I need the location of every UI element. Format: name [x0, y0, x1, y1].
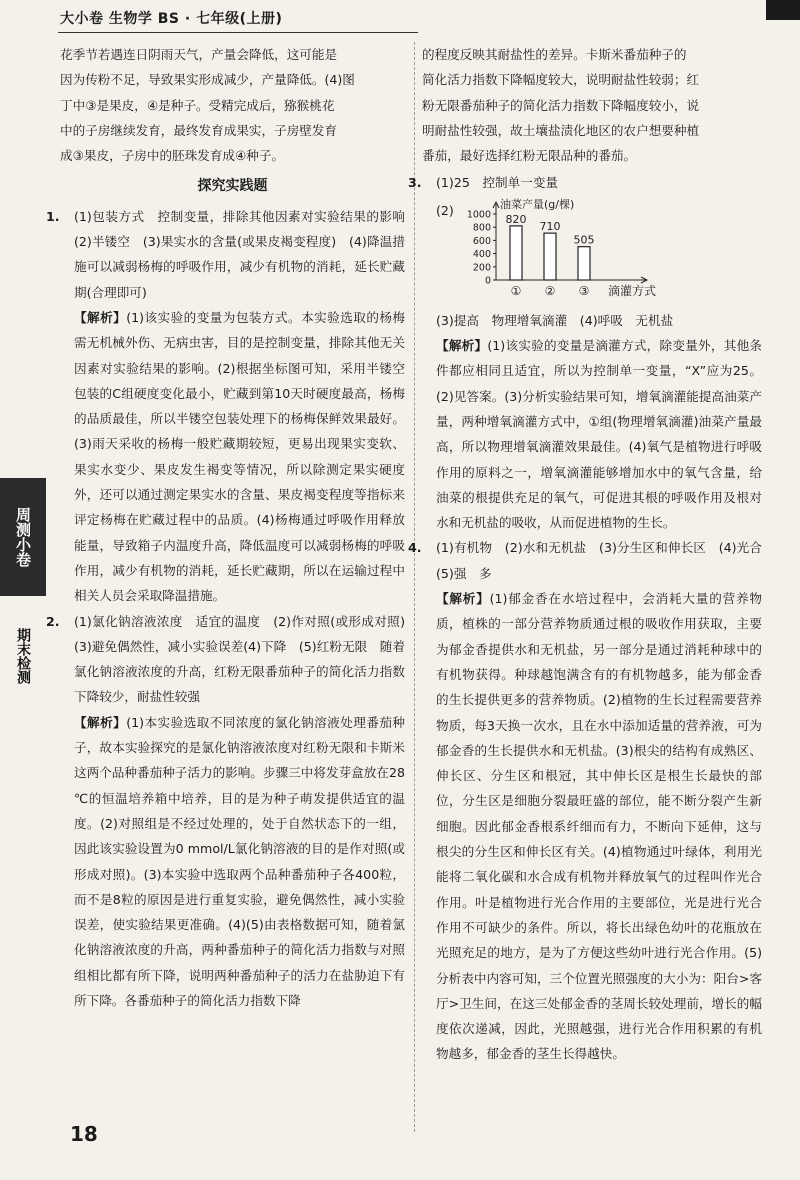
- q3-analysis-line: 给油菜的根提供充足的氧气，可促进其根的呼吸作用: [436, 464, 763, 505]
- q4-analysis-line: 养物质，植株的一部分营养物质通过根的吸收作用: [436, 591, 763, 632]
- header-title: 大小卷 生物学 BS · 七年级(上册): [60, 11, 283, 27]
- q3-analysis-line: 知，增氧滴灌能提高油菜产量，两种增氧滴灌方式: [436, 388, 763, 429]
- q4-analysis-line: 植物进行光合作用的主要部位，光是进行光合作用: [436, 894, 763, 935]
- right-intro-line: 简化活力指数下降幅度较大，说明耐盐性较弱；红: [422, 72, 700, 88]
- y-tick-label: 400: [472, 248, 491, 260]
- q2-analysis-line: 红粉无限和卡斯米这两个品种番茄种子活力的影: [74, 740, 406, 781]
- q1-analysis-line: 小，贮藏到第10天时硬度最高，杨梅的品质最佳，: [74, 385, 406, 427]
- right-intro-line: 粉无限番茄种子的简化活力指数下降幅度较小，说: [422, 97, 700, 113]
- q4-analysis-line: 越强，进行光合作用积累的有机物越多，郁金香的: [436, 1021, 763, 1062]
- q4-analysis-line: 获取，主要为郁金香提供水和无机盐，另一部分是: [436, 616, 762, 657]
- q4-answer-line: (1)有机物 (2)水和无机盐 (3)分生区和伸长: [436, 540, 694, 556]
- q1-analysis-line: 实变软、果实水变少、果皮发生褐变等情况，所以除: [74, 436, 406, 477]
- q2-answer-line: 少，耐盐性较强: [111, 689, 200, 705]
- page-header: [60, 8, 420, 32]
- q3-analysis-line: 及根对水和无机盐的吸收，从而促进植物的生长。: [436, 489, 763, 531]
- q1-analysis-line: 取的杨梅需无机械外伤、无病虫害，目的是控制变: [74, 309, 406, 351]
- q3-analysis-line: “X”应为25。(2)见答案。(3)分析实验结果可: [436, 363, 762, 404]
- q3-analysis-tag: 【解析】: [436, 338, 488, 354]
- bar-value-label: 505: [573, 233, 595, 247]
- side-tab: [0, 478, 46, 708]
- q4-analysis-line: 通过消耗种球中的有机物获得。种球越饱满含有: [436, 641, 763, 682]
- q1-answer-line: 果的影响 (2)半镂空 (3)果实水的含量(或果: [74, 208, 418, 250]
- q4-analysis-block: [422, 586, 762, 1067]
- right-intro-line: 明耐盐性较强，故土壤盐渍化地区的农户想要种植: [422, 122, 700, 138]
- y-axis-label: 油菜产量(g/棵): [500, 197, 575, 211]
- bar-value-label: 820: [505, 212, 527, 226]
- left-intro-line: 中的子房继续发育，最终发育成果实，子房壁发育: [60, 122, 338, 138]
- bar-value-label: 710: [539, 219, 561, 233]
- q2-analysis-line: 培养，目的是为种子萌发提供适宜的温度。(2)对: [74, 790, 405, 831]
- q1-analysis-line: 所以半镂空包装处理下的杨梅保鲜效果最好。: [150, 411, 406, 427]
- q2-analysis-line: 实验，避免偶然性，减小实验误差，使实验结果更准: [74, 891, 406, 933]
- q3-analysis-line: 中，①组(物理增氧滴灌)油菜产量最高，所以物理: [436, 413, 762, 455]
- q2-answer-block: [46, 609, 418, 710]
- q4-analysis-line: 快的部位，分生区是细胞分裂最旺盛的部位，能不: [436, 768, 763, 809]
- y-tick-label: 0: [484, 275, 491, 287]
- q4-analysis-line: 断分裂产生新细胞。因此郁金香根系纤细而有力，: [436, 793, 763, 834]
- q4-analysis-line: 在光照充足的地方，是为了方便这些幼叶进行光合: [436, 919, 763, 961]
- q3-chart-block: [422, 198, 762, 308]
- q2-answer-line: (4)下降 (5)红粉无限 随着氯化钠溶液浓度的: [74, 638, 405, 680]
- q3-analysis: [436, 338, 762, 530]
- q4-analysis-line: 不断向下延伸，这与根尖的分生区和伸长区有关。: [436, 818, 762, 860]
- left-column: [46, 42, 418, 1013]
- q3-answer-3-line: [422, 308, 762, 333]
- q2-number: 2.: [46, 613, 60, 629]
- question-1: [46, 204, 418, 609]
- q3-number: 3.: [408, 175, 422, 191]
- q2-answer-line: (1)氯化钠溶液浓度 适宜的温度 (2)作对照: [74, 613, 331, 629]
- y-tick-label: 800: [472, 222, 491, 234]
- q4-analysis-line: 的大小为：阳台>客厅>卫生间，在这三处郁金香的: [436, 970, 762, 1011]
- q1-analysis-block: [60, 305, 405, 609]
- question-3: [408, 170, 763, 535]
- q4-answer-line: 区 (4)光合 (5)强 多: [436, 540, 775, 581]
- q3-answer-1: (1)25 控制单一变量: [436, 175, 559, 191]
- x-axis-label: 滴灌方式: [608, 283, 657, 298]
- q4-answer: [436, 540, 775, 580]
- header-rule: [58, 32, 418, 33]
- q1-number: 1.: [46, 208, 60, 224]
- q4-analysis-line: (4)植物通过叶绿体，利用光能将二氧化碳和水合: [436, 844, 762, 885]
- q4-analysis-line: (1)郁金香在水培过程中，会消耗大量的营: [489, 591, 737, 607]
- q3-analysis-line: 的原料之一，增氧滴灌能够增加水中的氧气含量，: [462, 464, 750, 480]
- page-number: 18: [70, 1122, 98, 1146]
- q2-analysis-line: 照组是不经过处理的，处于自然状态下的一组，因: [74, 815, 406, 857]
- q4-analysis-line: 香的生长提供水和无机盐。(3)根尖的结构有成熟: [461, 742, 737, 758]
- q2-analysis-line: 此该实验设置为0 mmol/L氯化钠溶液的目的是作: [86, 841, 362, 857]
- q3-answer-2-prefix: (2): [436, 202, 454, 218]
- q3-analysis-block: [422, 333, 762, 535]
- right-intro-line: 的程度反映其耐盐性的差异。卡斯米番茄种子的: [422, 47, 687, 62]
- q3-analysis-line: 其他条件都应相同且适宜，所以为控制单一变量，: [436, 338, 763, 379]
- y-tick-label: 600: [472, 235, 491, 247]
- q2-analysis-line: 相比都有所下降，说明两种番茄种子的活力在盐胁: [86, 967, 367, 983]
- q1-analysis-line: 品质。(4)杨梅通过呼吸作用释放能量，导致箱子: [74, 512, 405, 553]
- left-intro-line: 因为传粉不足，导致果实形成减少，产量降低。(4)图: [60, 72, 355, 88]
- question-4: [408, 535, 775, 1066]
- q4-analysis: [436, 591, 762, 1061]
- column-divider: [414, 42, 415, 1132]
- q2-analysis: [74, 715, 405, 1008]
- q1-analysis-line: (3)雨天采收的杨梅一般贮藏期较短，更易出现果: [74, 436, 354, 452]
- q1-answer-line: 作用，减少有机物的消耗，延长贮藏期(合理即可): [74, 259, 406, 300]
- side-tab-label: 周测小卷: [0, 478, 46, 596]
- q1-analysis-line: 测定果实硬度外，还可以通过测定果实水的含量、: [74, 461, 406, 503]
- q2-analysis-line: 迫下有所下降。各番茄种子的简化活力指数下降: [74, 967, 406, 1008]
- q1-analysis-line: 减少有机物的消耗，延长贮藏期，所以在运输过程: [112, 562, 393, 578]
- bar-1: [510, 226, 522, 280]
- q1-answer-block: [46, 204, 418, 305]
- bar-3: [578, 246, 590, 279]
- left-intro: [60, 42, 405, 168]
- q4-analysis-line: 作用。(5)分析表中内容可知，三个位置光照强度: [436, 945, 762, 986]
- q4-analysis-line: 区、伸长区、分生区和根冠，其中伸长区是根生长最: [436, 742, 763, 784]
- left-intro-line: 花季节若遇连日阴雨天气，产量会降低，这可能是: [60, 47, 338, 62]
- q1-answer: [74, 209, 418, 300]
- q4-analysis-line: 不可缺少的条件。所以，将长出绿色幼叶的花瓶放: [462, 919, 750, 935]
- q4-analysis-line: 茎生长得越快。: [536, 1046, 625, 1062]
- q2-analysis-line: 响。步骤三中将发芽盒放在28 ℃的恒温培养箱中: [74, 765, 406, 806]
- q4-analysis-tag: 【解析】: [436, 591, 490, 607]
- q1-answer-line: 皮褐变程度) (4)降温措施可以减弱杨梅的呼吸: [74, 234, 405, 275]
- q2-analysis-line: 番茄种子各400粒，而不是8粒的原因是进行重复: [74, 866, 405, 907]
- q2-answer: [74, 614, 418, 705]
- q2-analysis-block: [60, 710, 405, 1014]
- q1-analysis-tag: 【解析】: [74, 309, 127, 325]
- section-title: 探究实践题: [197, 178, 268, 195]
- q4-analysis-line: 物质。(2)植物的生长过程需要营养物质，每3天: [436, 692, 763, 733]
- q4-analysis-line: 茎周长较处理前，增长的幅度依次递减，因此，光照: [436, 995, 762, 1037]
- question-2: [46, 609, 418, 1014]
- left-intro-line: 丁中③是果皮，④是种子。受精完成后，猕猴桃花: [60, 97, 335, 113]
- right-intro-line: 番茄，最好选择红粉无限品种的番茄。: [422, 148, 637, 164]
- q4-analysis-line: 的有机物越多，能为郁金香的生长提供更多的营养: [436, 666, 763, 708]
- y-tick-label: 200: [472, 262, 491, 274]
- q3-analysis-line: (1)该实验的变量是滴灌方式，除变量外，: [487, 338, 724, 354]
- q3-answer-1-line: [408, 170, 762, 195]
- q1-analysis-line: 量，排除其他无关因素对实验结果的影响。(2)根: [74, 335, 406, 376]
- x-category-label: ①: [510, 283, 522, 298]
- q4-answer-block: [408, 535, 775, 586]
- yield-bar-chart: [452, 194, 692, 304]
- left-intro-line: 成③果皮，子房中的胚珠发育成④种子。: [60, 148, 285, 164]
- q2-analysis-line: 确。(4)(5)由表格数据可知，随着氯化钠溶液浓: [74, 917, 406, 958]
- right-intro: [422, 42, 762, 168]
- q1-analysis: [74, 310, 405, 603]
- q1-analysis-line: 果皮褐变程度等指标来评定杨梅在贮藏过程中的: [74, 487, 406, 528]
- q4-analysis-line: 成有机物并释放氧气的过程叫作光合作用。叶是: [436, 869, 763, 910]
- q2-analysis-tag: 【解析】: [74, 714, 127, 730]
- q2-analysis-line: 对照(或形成对照)。(3)本实验中选取两个品种: [74, 841, 406, 882]
- q1-analysis-line: 内温度升高，降低温度可以减弱杨梅的呼吸作用，: [74, 537, 406, 578]
- q1-analysis-line: 中相关人员会采取降温措施。: [74, 562, 406, 604]
- q4-analysis-line: 换一次水，且在水中添加适量的营养液，可为郁金: [436, 717, 763, 758]
- corner-tab: [766, 0, 800, 20]
- x-category-label: ②: [544, 283, 556, 298]
- side-tab-sublabel: 期末检测: [15, 628, 31, 684]
- y-tick-label: 1000: [466, 209, 491, 221]
- q3-analysis-line: 增氧滴灌效果最佳。(4)氧气是植物进行呼吸作用: [436, 439, 763, 480]
- q2-analysis-line: (1)本实验选取不同浓度的氯化钠溶液处: [126, 714, 354, 730]
- q2-analysis-line: 理番茄种子，故本实验探究的是氯化钠溶液浓度对: [74, 714, 406, 756]
- q1-analysis-line: (1)该实验的变量为包装方式。本实验选: [126, 309, 354, 325]
- bar-2: [544, 233, 556, 280]
- right-column: [408, 42, 775, 1067]
- q1-analysis-line: 据坐标图可知，采用半镂空包装的C组硬度变化最: [74, 360, 405, 401]
- x-category-label: ③: [578, 283, 590, 298]
- q2-analysis-line: 度的升高，两种番茄种子的简化活力指数与对照组: [74, 942, 406, 983]
- q4-number: 4.: [408, 540, 422, 556]
- q2-answer-line: (或形成对照) (3)避免偶然性，减小实验误差: [74, 613, 418, 654]
- q1-answer-line: (1)包装方式 控制变量，排除其他因素对实验结: [74, 208, 354, 224]
- q3-answer-3: (3)提高 物理增氧滴灌 (4)呼吸 无机盐: [436, 312, 674, 328]
- q2-answer-line: 升高，红粉无限番茄种子的简化活力指数下降较: [74, 664, 406, 705]
